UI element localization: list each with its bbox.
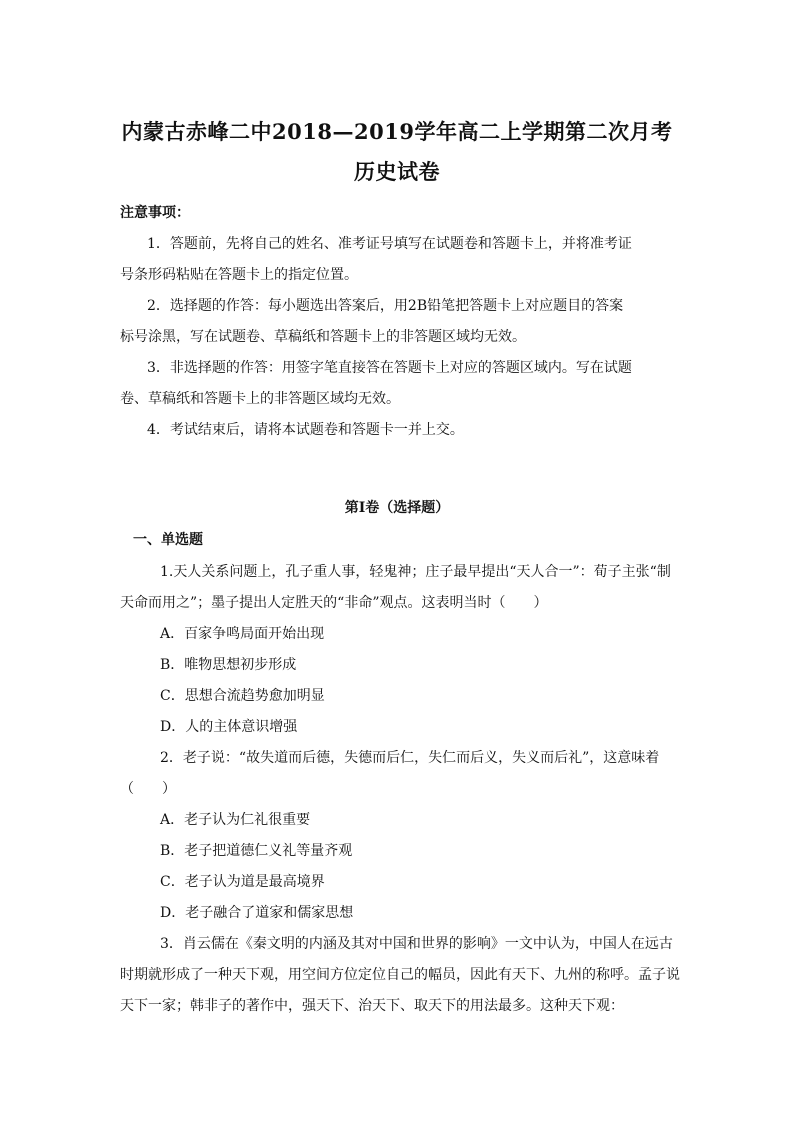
exam-subject-title: 历史试卷	[354, 159, 440, 184]
question-3-stem-line-3: 天下一家；韩非子的著作中，强天下、治天下、取天下的用法最多。这种天下观：	[120, 998, 624, 1014]
part-heading: 一、单选题	[133, 532, 203, 548]
section-title: 第I卷（选择题）	[344, 500, 450, 516]
exam-title: 内蒙古赤峰二中2018—2019学年高二上学期第二次月考	[121, 119, 673, 144]
notice-item-1-line-2: 号条形码粘贴在答题卡上的指定位置。	[120, 267, 358, 283]
notice-item-3-line-1: 3．非选择题的作答：用签字笔直接答在答题卡上对应的答题区域内。写在试题	[147, 360, 632, 376]
question-1-option-d: D．人的主体意识增强	[160, 719, 298, 735]
question-1-stem-line-1: 1.天人关系问题上，孔子重人事，轻鬼神；庄子最早提出“天人合一”：荀子主张“制	[160, 564, 671, 580]
question-3-stem-line-2: 时期就形成了一种天下观，用空间方位定位自己的幅员，因此有天下、九州的称呼。孟子说	[120, 967, 680, 983]
question-2-option-a: A．老子认为仁礼很重要	[160, 812, 311, 828]
notice-item-1-line-1: 1．答题前，先将自己的姓名、准考证号填写在试题卷和答题卡上，并将准考证	[147, 236, 632, 252]
notice-item-3-line-2: 卷、草稿纸和答题卡上的非答题区域均无效。	[120, 391, 400, 407]
notice-heading: 注意事项：	[120, 205, 190, 221]
question-1-stem-line-2: 天命而用之”；墨子提出人定胜天的“非命”观点。这表明当时（ ）	[120, 595, 548, 611]
question-1-option-c: C．思想合流趋势愈加明显	[160, 688, 325, 704]
question-2-stem-line-1: 2．老子说：“故失道而后德，失德而后仁，失仁而后义，失义而后礼”，这意味着	[160, 750, 660, 766]
question-2-stem-line-2: （ ）	[120, 781, 176, 797]
question-1-option-a: A．百家争鸣局面开始出现	[160, 626, 325, 642]
notice-item-2-line-1: 2．选择题的作答：每小题选出答案后，用2B铅笔把答题卡上对应题目的答案	[147, 298, 624, 314]
question-3-stem-line-1: 3．肖云儒在《秦文明的内涵及其对中国和世界的影响》一文中认为，中国人在远古	[160, 936, 673, 952]
notice-item-2-line-2: 标号涂黑，写在试题卷、草稿纸和答题卡上的非答题区域均无效。	[120, 329, 526, 345]
question-2-option-c: C．老子认为道是最高境界	[160, 874, 325, 890]
question-2-option-d: D．老子融合了道家和儒家思想	[160, 905, 354, 921]
question-2-option-b: B．老子把道德仁义礼等量齐观	[160, 843, 353, 859]
notice-item-4: 4．考试结束后，请将本试题卷和答题卡一并上交。	[147, 422, 464, 438]
question-1-option-b: B．唯物思想初步形成	[160, 657, 297, 673]
